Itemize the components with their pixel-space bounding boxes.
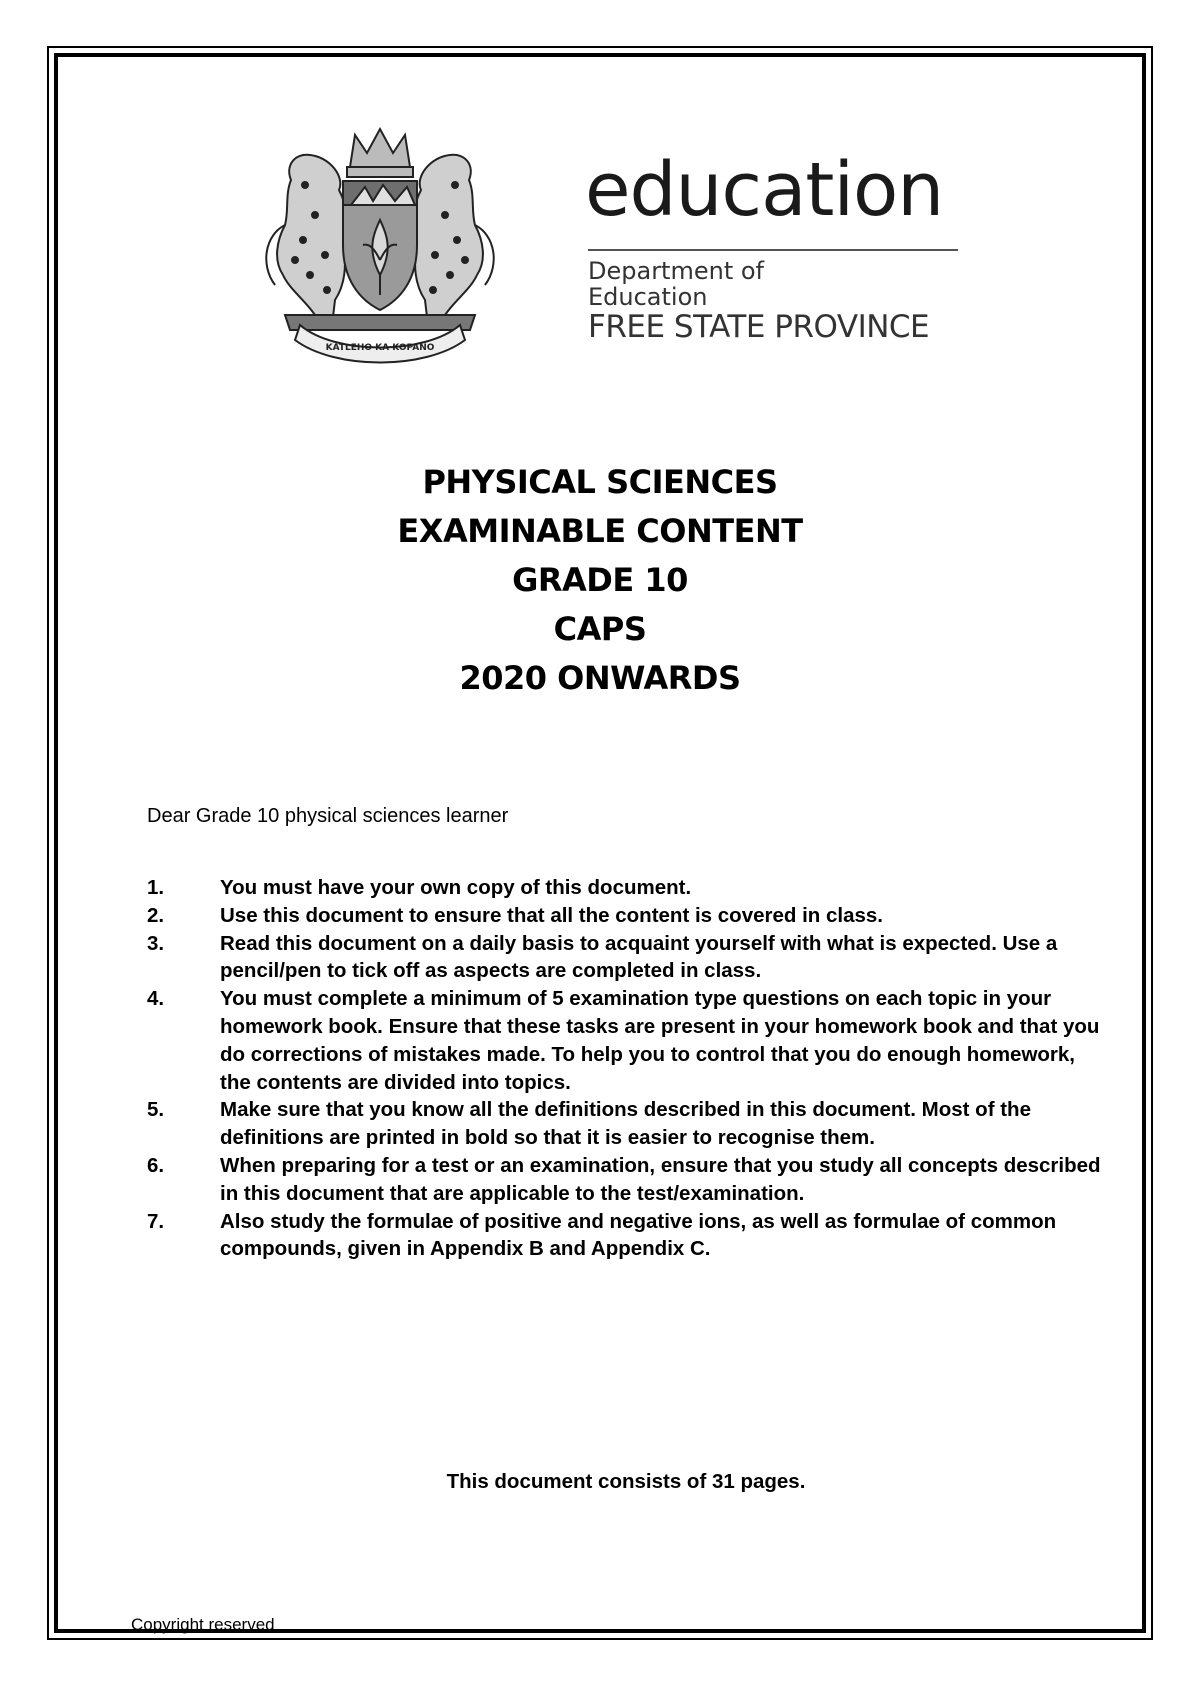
instruction-item: [147, 985, 1107, 1096]
instruction-list: [147, 874, 1107, 1263]
instruction-text: When preparing for a test or an examination, ensure that you study all concepts described in this document that are applicable to the test/examination.: [220, 1153, 1101, 1205]
crest-motto: KATLEHO KA KOPANO: [325, 343, 435, 353]
title-content-type: EXAMINABLE CONTENT: [397, 512, 803, 550]
title-curriculum: CAPS: [553, 610, 647, 648]
instruction-text: Make sure that you know all the definitions described in this document. Most of the definitions are printed in bold so that it is easier to recognise them.: [220, 1098, 1031, 1150]
department-line-2: Education: [588, 283, 708, 311]
coat-of-arms-icon: [255, 125, 505, 365]
instruction-number: 6.: [147, 1153, 165, 1177]
instruction-number: 1.: [147, 876, 165, 899]
instruction-text: You must have your own copy of this document.: [220, 876, 692, 899]
left-leopard-supporter: [266, 155, 347, 317]
instruction-item: [147, 1152, 1107, 1208]
instruction-number: 5.: [147, 1098, 165, 1122]
department-logo: [255, 125, 955, 365]
shield: [343, 181, 417, 310]
instruction-item: [147, 902, 1107, 930]
title-grade: GRADE 10: [512, 561, 688, 599]
crown: [347, 129, 413, 177]
copyright-notice: Copyright reserved: [131, 1615, 275, 1634]
right-leopard-supporter: [413, 155, 494, 317]
page-count-note: This document consists of 31 pages.: [446, 1470, 806, 1493]
instruction-item: [147, 930, 1107, 986]
letter-greeting: Dear Grade 10 physical sciences learner: [147, 805, 509, 827]
province-name: FREE STATE PROVINCE: [588, 309, 930, 345]
instruction-number: 3.: [147, 931, 165, 955]
instruction-number: 7.: [147, 1209, 165, 1233]
wordmark-divider: [588, 249, 958, 251]
instruction-text: Use this document to ensure that all the content is covered in class.: [220, 903, 883, 927]
motto-ribbon: [285, 315, 475, 363]
instruction-item: [147, 874, 1107, 902]
instruction-text: Also study the formulae of positive and negative ions, as well as formulae of common compounds, given in Appendix B and Appendix C.: [220, 1209, 1057, 1261]
document-title: [0, 458, 1200, 703]
instruction-text: You must complete a minimum of 5 examination type questions on each topic in your homework book. Ensure that these tasks are present in your homework book and that you do corrections of mistakes made. To help you to control that you do enough homework, the contents are divided into topics.: [220, 987, 1100, 1094]
instruction-item: [147, 1096, 1107, 1152]
instruction-item: [147, 1208, 1107, 1264]
instruction-text: Read this document on a daily basis to acquaint yourself with what is expected. Use a pencil/pen to tick off as aspects are completed in class.: [220, 931, 1058, 983]
title-subject: PHYSICAL SCIENCES: [422, 463, 778, 501]
education-wordmark: education: [585, 147, 944, 233]
title-year: 2020 ONWARDS: [459, 659, 741, 697]
department-line-1: Department of: [588, 257, 764, 285]
instruction-number: 4.: [147, 987, 165, 1011]
instruction-number: 2.: [147, 903, 165, 927]
